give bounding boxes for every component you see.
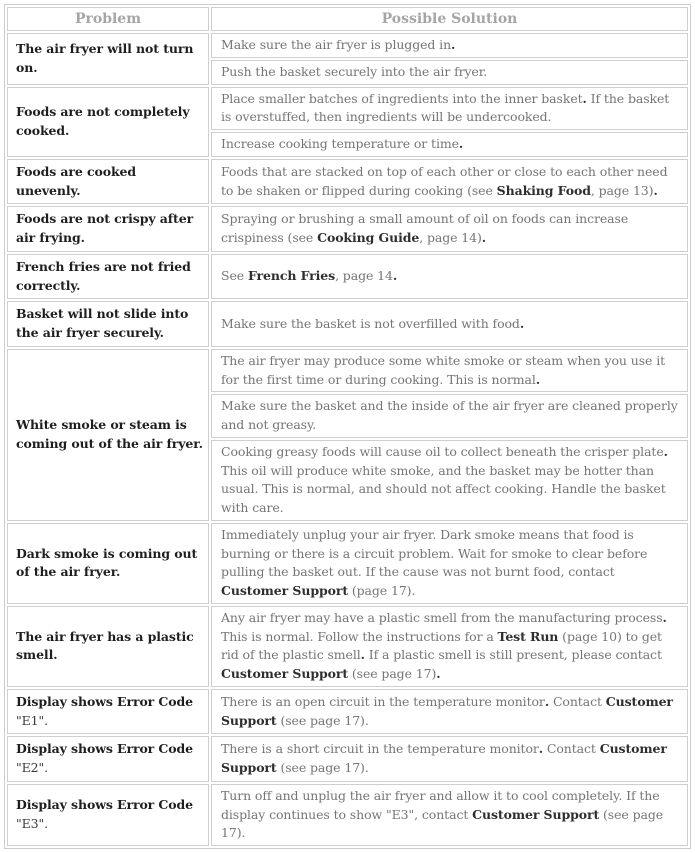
text-segment: Any air fryer may have a plastic smell from the manufacturing process xyxy=(221,609,663,625)
header-row xyxy=(7,7,688,31)
text-segment: Foods that are stacked on top of each other or close to each other need to be shaken or flipped during cooking (see xyxy=(221,163,668,198)
text-segment: The air fryer may produce some white smoke or steam when you use it for the first time or during cooking. This is normal xyxy=(221,352,666,387)
text-segment: , page 13) xyxy=(590,182,654,198)
problem-cell xyxy=(7,159,209,205)
solution-cell xyxy=(211,60,688,85)
bold-text-segment: . xyxy=(451,37,456,52)
text-segment: Push the basket securely into the air fryer. xyxy=(221,63,488,79)
solution-cell xyxy=(211,440,688,521)
table-row xyxy=(7,254,688,300)
bold-text-segment: Customer Support xyxy=(221,583,348,598)
table-row xyxy=(7,301,688,347)
solution-cell xyxy=(211,206,688,252)
problem-cell xyxy=(7,33,209,85)
solution-cell xyxy=(211,349,688,393)
bold-text-segment: White smoke or steam is coming out of the air fryer. xyxy=(16,417,203,451)
text-segment: (page 10) to get rid of the plastic smell xyxy=(221,628,662,663)
problem-cell xyxy=(7,87,209,157)
bold-text-segment: Foods are not crispy after air frying. xyxy=(16,211,194,245)
problem-cell xyxy=(7,301,209,347)
solution-cell xyxy=(211,159,688,205)
table-row xyxy=(7,689,688,735)
bold-text-segment: . xyxy=(519,315,525,331)
bold-text-segment: . xyxy=(538,741,544,757)
text-segment: There is an open circuit in the temperature monitor xyxy=(221,693,545,709)
solution-cell xyxy=(211,87,688,131)
text-segment: Increase cooking temperature or time xyxy=(221,136,459,151)
table-body xyxy=(7,33,688,846)
table-row xyxy=(7,33,688,58)
text-segment: Immediately unplug your air fryer. Dark smoke means that food is burning or there is a circuit problem. Wait for smoke to clear before pulling the basket out. If the cause was not burnt food, contact xyxy=(221,526,648,580)
text-segment: If the basket is overstuffed, then ingredients will be undercooked. xyxy=(221,90,670,125)
table-row xyxy=(7,159,688,205)
text-segment: There is a short circuit in the temperature monitor xyxy=(221,741,539,757)
bold-text-segment: Customer Support xyxy=(221,666,348,681)
text-segment: Make sure the basket and the inside of the air fryer are cleaned properly and not greasy. xyxy=(221,398,678,432)
solution-cell xyxy=(211,689,688,735)
bold-text-segment: Shaking Food xyxy=(496,182,591,198)
text-segment: Contact xyxy=(543,741,600,757)
text-segment: (see page 17). xyxy=(221,806,664,841)
text-segment: Make sure the basket is not overfilled with food xyxy=(221,315,520,331)
bold-text-segment: Dark smoke is coming out of the air fryer. xyxy=(16,545,198,580)
text-segment: If a plastic smell is still present, please contact xyxy=(364,647,662,663)
solution-cell xyxy=(211,606,688,687)
problem-column-header: Problem xyxy=(7,7,209,31)
bold-text-segment: French fries are not fried correctly. xyxy=(16,258,191,293)
bold-text-segment: . xyxy=(663,443,668,459)
bold-text-segment: . xyxy=(360,647,365,663)
troubleshooting-table xyxy=(4,4,691,849)
bold-text-segment: . xyxy=(662,609,667,625)
problem-cell xyxy=(7,206,209,252)
solution-cell xyxy=(211,394,688,438)
text-segment: (see page 17). xyxy=(276,760,369,775)
text-segment: Contact xyxy=(549,693,606,709)
text-segment: "E1". xyxy=(16,712,49,728)
text-segment: , page 14) xyxy=(419,230,482,245)
text-segment: Spraying or brushing a small amount of oil on foods can increase crispiness (see xyxy=(221,211,629,245)
solution-cell xyxy=(211,523,688,604)
problem-cell xyxy=(7,349,209,521)
problem-cell xyxy=(7,736,209,782)
bold-text-segment: Customer Support xyxy=(472,806,600,822)
text-segment: This is normal. Follow the instructions for a xyxy=(221,628,498,644)
solution-cell xyxy=(211,736,688,782)
table-row xyxy=(7,523,688,604)
bold-text-segment: . xyxy=(653,182,658,198)
text-segment: , page 14 xyxy=(335,268,393,284)
text-segment: "E2". xyxy=(16,760,49,775)
table-header xyxy=(7,7,688,31)
table-row xyxy=(7,349,688,393)
table-row xyxy=(7,206,688,252)
table-row xyxy=(7,87,688,131)
problem-cell xyxy=(7,689,209,735)
problem-cell xyxy=(7,523,209,604)
text-segment: "E3". xyxy=(16,815,49,831)
bold-text-segment: Customer Support xyxy=(221,693,673,728)
solution-cell xyxy=(211,132,688,157)
text-segment: This oil will produce white smoke, and the basket may be hotter than usual. This is normal, and should not affect cooking. Handle the basket with care. xyxy=(221,462,666,515)
bold-text-segment: . xyxy=(436,666,441,681)
bold-text-segment: Customer Support xyxy=(221,741,667,775)
text-segment: See xyxy=(221,268,248,284)
bold-text-segment: . xyxy=(392,268,398,284)
bold-text-segment: . xyxy=(481,230,487,245)
text-segment: Make sure the air fryer is plugged in xyxy=(221,37,452,52)
solution-cell xyxy=(211,254,688,300)
bold-text-segment: . xyxy=(458,136,464,151)
bold-text-segment: Basket will not slide into the air fryer securely. xyxy=(16,306,189,340)
bold-text-segment: Display shows Error Code xyxy=(16,797,193,813)
text-segment: Place smaller batches of ingredients into the inner basket xyxy=(221,90,583,106)
text-segment: (page 17). xyxy=(348,583,416,598)
solution-cell xyxy=(211,301,688,347)
solution-column-header: Possible Solution xyxy=(211,7,688,31)
bold-text-segment: Foods are cooked unevenly. xyxy=(16,163,137,198)
bold-text-segment: Test Run xyxy=(497,628,559,644)
text-segment: (see page 17) xyxy=(348,666,437,681)
bold-text-segment: Display shows Error Code xyxy=(16,741,193,757)
text-segment: Turn off and unplug the air fryer and allow it to cool completely. If the display continues to show "E3", contact xyxy=(221,787,660,822)
text-segment: Cooking greasy foods will cause oil to collect beneath the crisper plate xyxy=(221,443,664,459)
bold-text-segment: . xyxy=(544,693,550,709)
bold-text-segment: Display shows Error Code xyxy=(16,693,193,709)
problem-cell xyxy=(7,254,209,300)
text-segment: (see page 17). xyxy=(276,712,369,728)
bold-text-segment: . xyxy=(582,90,587,106)
bold-text-segment: Cooking Guide xyxy=(317,230,420,245)
bold-text-segment: Foods are not completely cooked. xyxy=(16,103,190,138)
bold-text-segment: The air fryer will not turn on. xyxy=(16,41,194,75)
table-row xyxy=(7,736,688,782)
problem-cell xyxy=(7,606,209,687)
solution-cell xyxy=(211,33,688,58)
bold-text-segment: French Fries xyxy=(247,268,336,284)
bold-text-segment: The air fryer has a plastic smell. xyxy=(16,628,194,663)
bold-text-segment: . xyxy=(535,371,541,387)
table-row xyxy=(7,606,688,687)
